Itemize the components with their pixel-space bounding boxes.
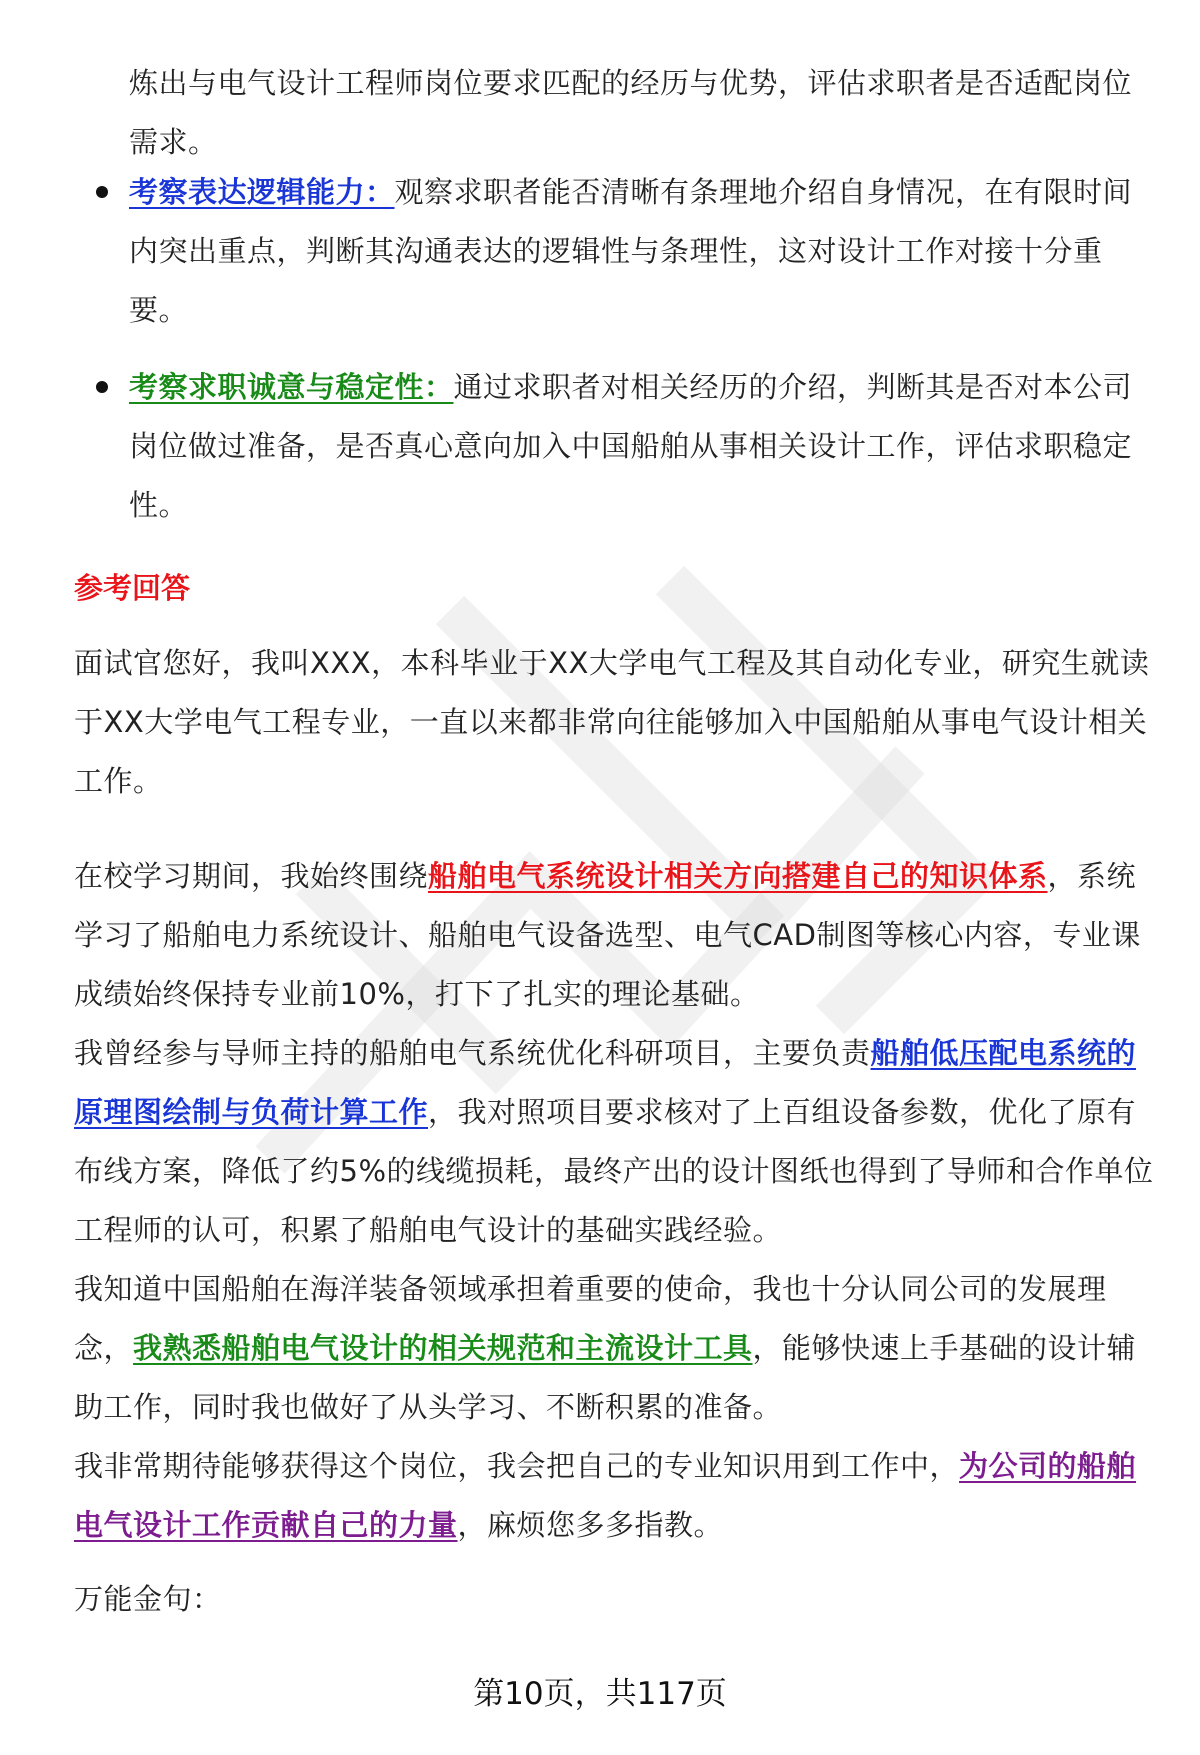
company-paragraph xyxy=(74,1260,1159,1437)
continuation-line-2: 需求。 xyxy=(129,125,218,159)
text-run: 在校学习期间，我始终围绕 xyxy=(74,859,429,893)
closing-paragraph xyxy=(74,1437,1159,1555)
bullet-dot-icon xyxy=(96,381,108,393)
highlight-purple: 为公司的船舶电气设计工作贡献自己的力量 xyxy=(74,1449,1137,1542)
text-run: 我非常期待能够获得这个岗位，我会把自己的专业知识用到工作中， xyxy=(74,1449,960,1483)
page-number: 第10页，共117页 xyxy=(473,1676,727,1712)
text-run: 我知道中国船舶在海洋装备领域承担着重要的使命，我也十分认同公司的发展理念， xyxy=(74,1272,1107,1365)
highlight-blue: 船舶低压配电系统的原理图绘制与负荷计算工作 xyxy=(74,1036,1137,1129)
intro-paragraph: 面试官您好，我叫XXX，本科毕业于XX大学电气工程及其自动化专业，研究生就读于XX大学电气工程专业，一直以来都非常向往能够加入中国船舶从事电气设计相关工作。 xyxy=(74,646,1150,798)
bullet-text: 观察求职者能否清晰有条理地介绍自身情况，在有限时间内突出重点，判断其沟通表达的逻辑性与条理性，这对设计工作对接十分重要。 xyxy=(129,175,1133,327)
bullet-text: 通过求职者对相关经历的介绍，判断其是否对本公司岗位做过准备，是否真心意向加入中国船舶从事相关设计工作，评估求职稳定性。 xyxy=(129,370,1133,522)
bullet-label: 考察表达逻辑能力： xyxy=(129,175,395,209)
answer-heading: 参考回答 xyxy=(74,571,191,605)
bullet-item-logic xyxy=(129,163,1149,340)
text-run: ，我对照项目要求核对了上百组设备参数，优化了原有布线方案，降低了约5%的线缆损耗，最终产出的设计图纸也得到了导师和合作单位工程师的认可，积累了船舶电气设计的基础实践经验。 xyxy=(74,1095,1154,1247)
text-run: ，系统学习了船舶电力系统设计、船舶电气设备选型、电气CAD制图等核心内容，专业课成绩始终保持专业前10%，打下了扎实的理论基础。 xyxy=(74,859,1141,1011)
closing-label: 万能金句： xyxy=(74,1582,222,1616)
highlight-red: 船舶电气系统设计相关方向搭建自己的知识体系 xyxy=(428,859,1048,893)
bullet-label: 考察求职诚意与稳定性： xyxy=(129,370,454,404)
highlight-green: 我熟悉船舶电气设计的相关规范和主流设计工具 xyxy=(133,1331,753,1365)
text-run: 我曾经参与导师主持的船舶电气系统优化科研项目，主要负责 xyxy=(74,1036,871,1070)
continuation-line-1: 炼出与电气设计工程师岗位要求匹配的经历与优势，评估求职者是否适配岗位 xyxy=(129,66,1133,100)
text-run: ，能够快速上手基础的设计辅助工作，同时我也做好了从头学习、不断积累的准备。 xyxy=(74,1331,1137,1424)
continuation-text xyxy=(129,54,1149,172)
project-paragraph xyxy=(74,1024,1159,1260)
bullet-dot-icon xyxy=(96,186,108,198)
study-paragraph xyxy=(74,847,1159,1024)
text-run: ，麻烦您多多指教。 xyxy=(457,1508,724,1542)
bullet-item-sincerity xyxy=(129,358,1149,535)
